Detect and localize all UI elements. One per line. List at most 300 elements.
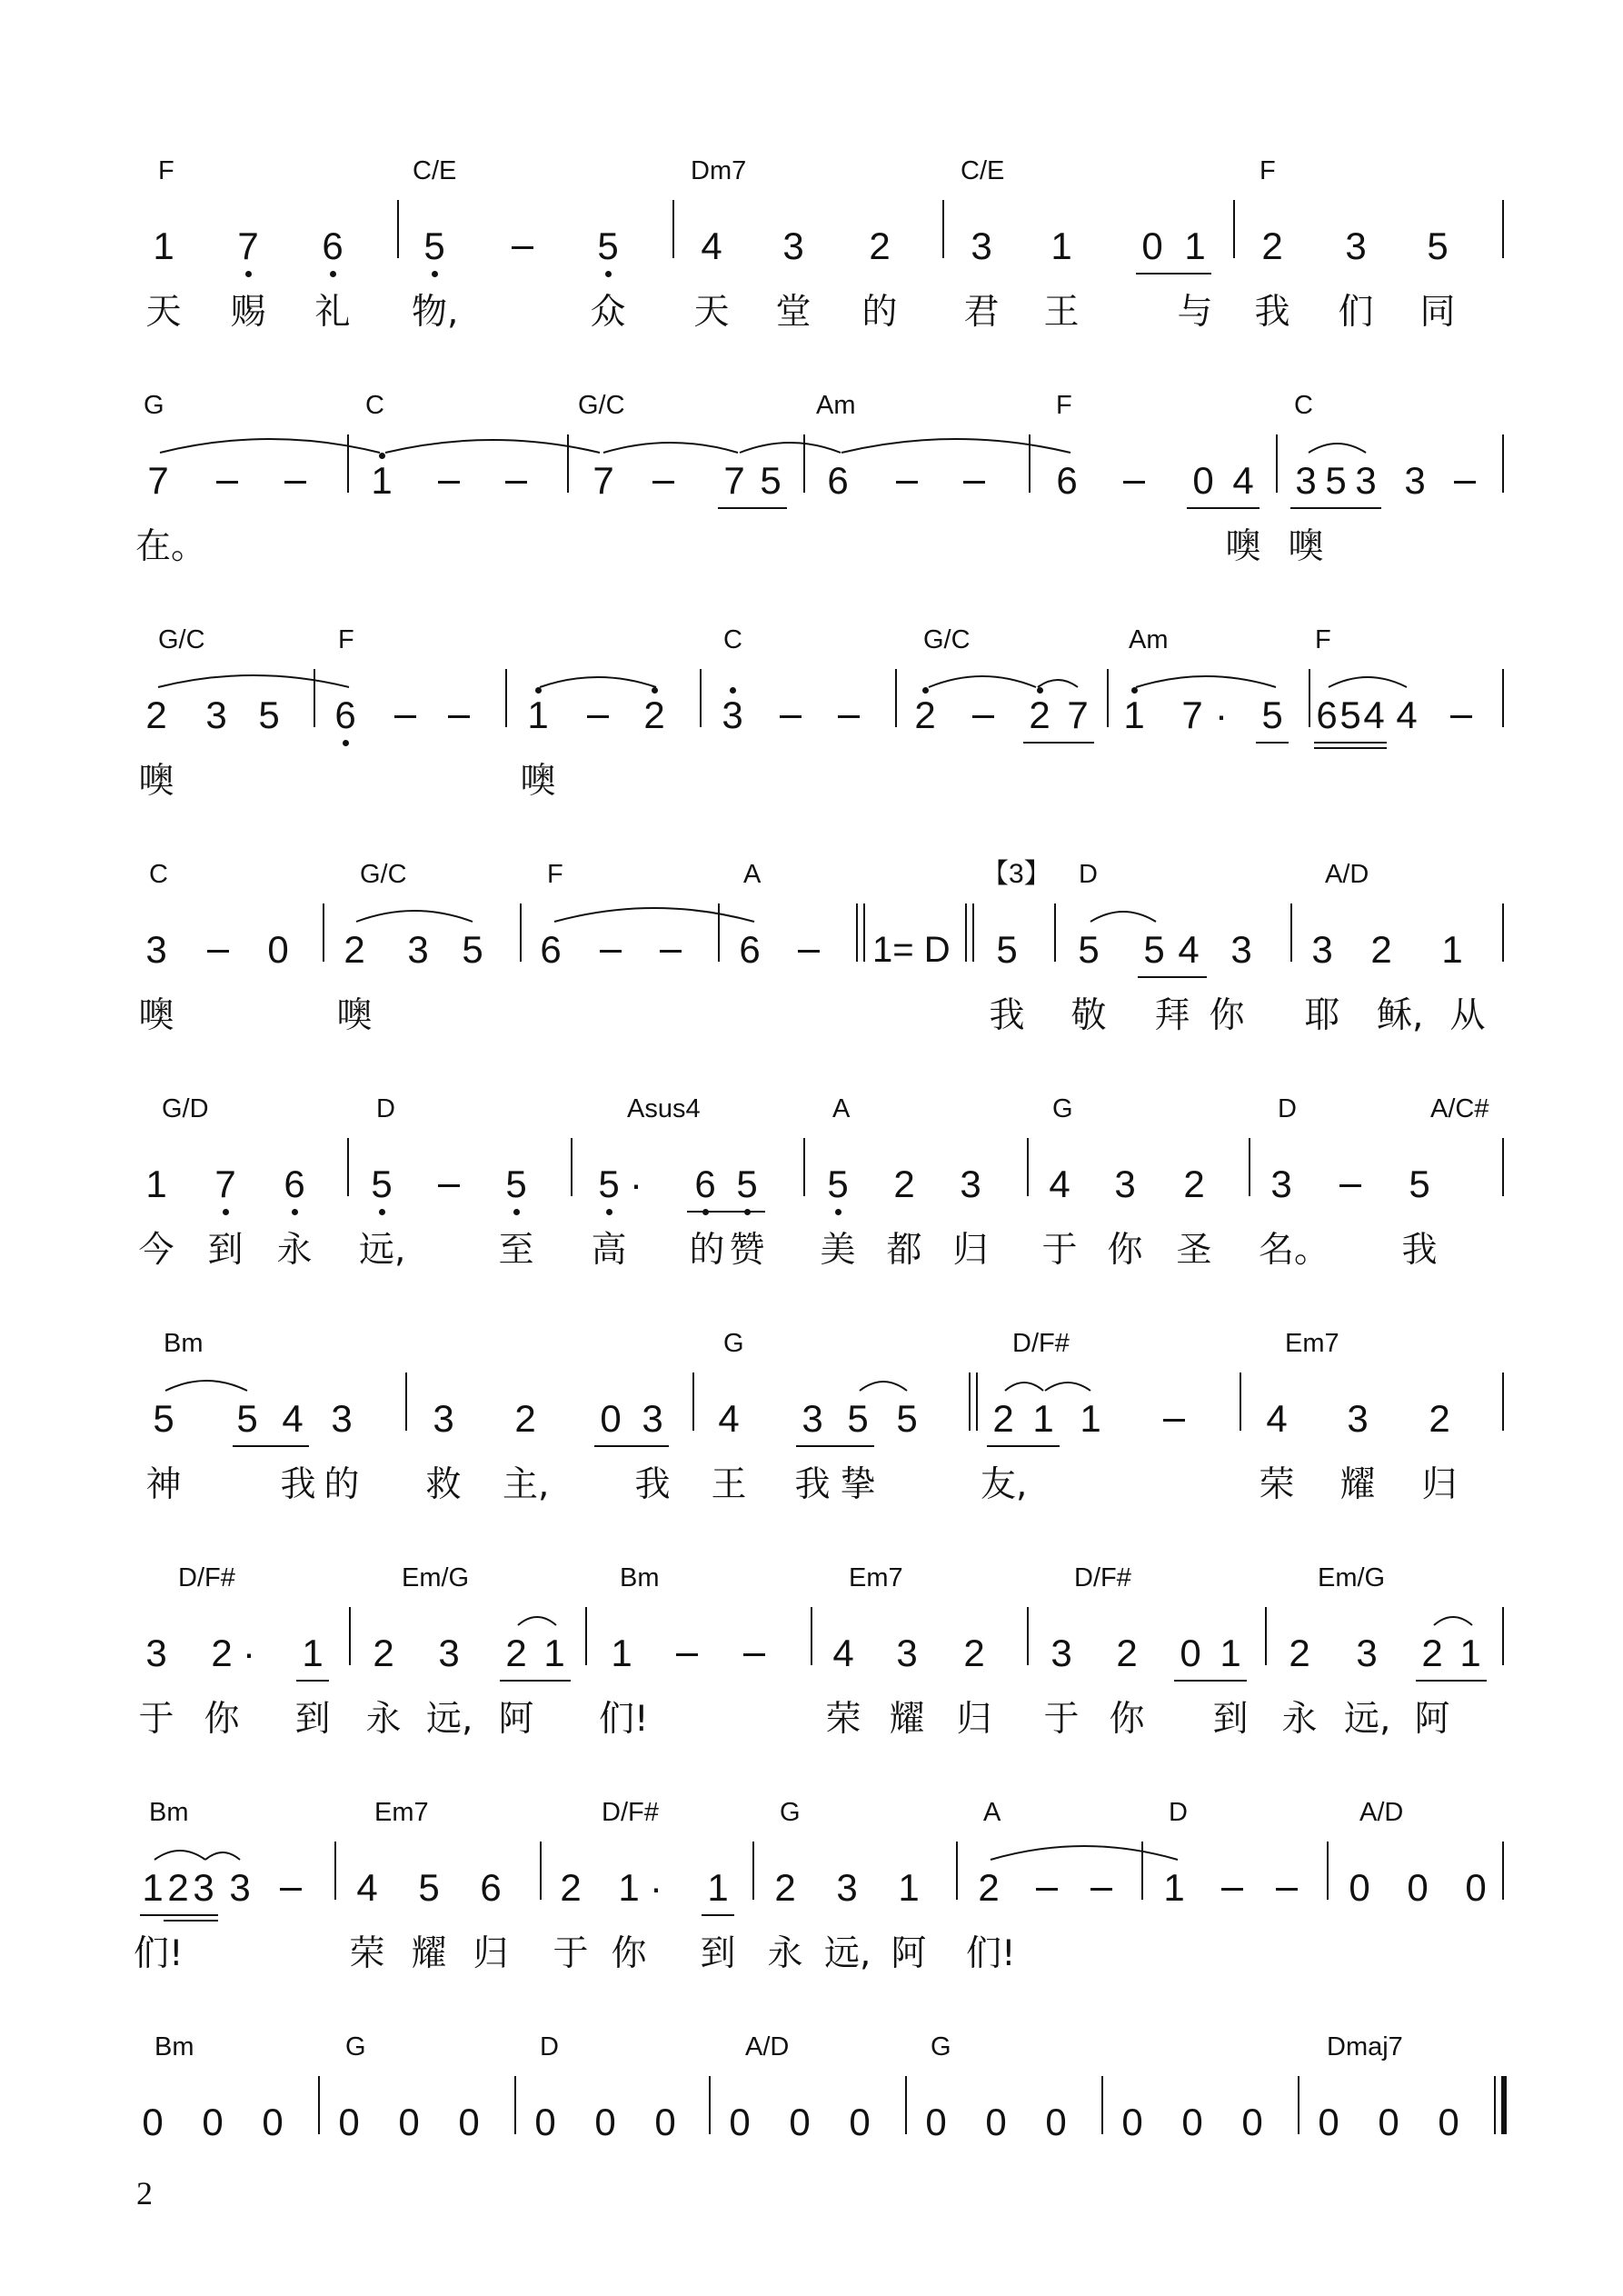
lyric-syllable: 到 bbox=[294, 1699, 331, 1740]
jianpu-note: 2 bbox=[963, 1632, 985, 1674]
jianpu-note: 0 bbox=[1465, 1866, 1487, 1909]
jianpu-note: 3 bbox=[722, 694, 743, 736]
high-octave-dot bbox=[379, 453, 385, 459]
jianpu-note: 5 bbox=[505, 1163, 527, 1205]
jianpu-note: 5 bbox=[827, 1163, 849, 1205]
slur-tie bbox=[1005, 1383, 1043, 1391]
barline bbox=[347, 434, 349, 493]
slur-tie bbox=[554, 908, 754, 922]
sustain-dash bbox=[216, 481, 238, 484]
jianpu-note: 1 bbox=[898, 1866, 920, 1909]
beam-underline bbox=[687, 1211, 765, 1213]
chord-symbol: G/C bbox=[923, 625, 971, 654]
jianpu-note: 3 bbox=[971, 225, 992, 267]
barline bbox=[718, 903, 720, 962]
lyric-syllable: 噢 bbox=[1288, 526, 1324, 567]
jianpu-note: 5 bbox=[1427, 225, 1449, 267]
jianpu-note: 3 bbox=[802, 1397, 823, 1440]
jianpu-note: 0 bbox=[594, 2101, 616, 2143]
chord-symbol: G bbox=[345, 2032, 366, 2061]
lyric-syllable: 天 bbox=[693, 292, 730, 333]
jianpu-note: 1 bbox=[1459, 1632, 1481, 1674]
jianpu-note: 1 bbox=[153, 225, 174, 267]
jianpu-note: 5 bbox=[423, 225, 445, 267]
sustain-dash bbox=[438, 481, 460, 484]
jianpu-note: 1 bbox=[1050, 225, 1072, 267]
lyric-syllable: 你 bbox=[1109, 1699, 1145, 1740]
lyric-syllable: 耀 bbox=[889, 1699, 925, 1740]
lyric-syllable: 噢 bbox=[1225, 526, 1261, 567]
beam-underline-double bbox=[164, 1920, 218, 1922]
sustain-dash bbox=[838, 715, 860, 718]
lyric-syllable: 主, bbox=[503, 1464, 550, 1505]
chord-symbol: Bm bbox=[154, 2032, 194, 2061]
lyric-syllable: 都 bbox=[886, 1230, 922, 1271]
lyric-syllable: 噢 bbox=[336, 995, 373, 1036]
jianpu-note: 7 bbox=[723, 459, 745, 502]
sustain-dash bbox=[448, 715, 470, 718]
jianpu-note: 2 bbox=[1183, 1163, 1205, 1205]
lyric-syllable: 到 bbox=[1212, 1699, 1249, 1740]
jianpu-note: 0 bbox=[338, 2101, 360, 2143]
lyric-syllable: 我 bbox=[1254, 292, 1290, 333]
jianpu-note: 3 bbox=[1356, 1632, 1378, 1674]
barline bbox=[397, 200, 399, 258]
lyric-syllable: 噢 bbox=[138, 761, 174, 802]
slur-tie bbox=[603, 443, 738, 453]
staff-system bbox=[0, 389, 1623, 607]
barline bbox=[585, 1607, 587, 1665]
lyric-syllable: 到 bbox=[207, 1230, 244, 1271]
jianpu-note: 0 bbox=[398, 2101, 420, 2143]
barline bbox=[1027, 1607, 1029, 1665]
low-octave-dot bbox=[605, 271, 612, 277]
jianpu-note: · bbox=[243, 1632, 255, 1674]
chord-symbol: Dm7 bbox=[691, 156, 747, 185]
barline bbox=[571, 1138, 573, 1196]
jianpu-note: 4 bbox=[356, 1866, 378, 1909]
jianpu-note: 0 bbox=[142, 2101, 164, 2143]
sustain-dash bbox=[972, 715, 994, 718]
barline bbox=[1502, 1373, 1504, 1431]
chord-symbol: F bbox=[338, 625, 354, 654]
chord-symbol: Em7 bbox=[849, 1563, 903, 1592]
jianpu-note: 2 bbox=[893, 1163, 915, 1205]
jianpu-note: 5 bbox=[598, 1163, 620, 1205]
jianpu-note: 3 bbox=[145, 1632, 167, 1674]
lyric-syllable: 今 bbox=[138, 1230, 174, 1271]
staff-system bbox=[0, 624, 1623, 842]
jianpu-note: · bbox=[1215, 694, 1228, 736]
jianpu-note: 1 bbox=[1163, 1866, 1185, 1909]
jianpu-note: 5 bbox=[736, 1163, 758, 1205]
jianpu-note: 5 bbox=[1325, 459, 1347, 502]
low-octave-dot bbox=[292, 1209, 298, 1215]
lyric-syllable: 的 bbox=[324, 1464, 360, 1505]
slur-tie bbox=[518, 1617, 556, 1625]
slur-tie bbox=[158, 675, 349, 687]
jianpu-note: 2 bbox=[1429, 1397, 1450, 1440]
barline bbox=[1249, 1138, 1250, 1196]
chord-symbol: Bm bbox=[620, 1563, 660, 1592]
high-octave-dot bbox=[1037, 687, 1043, 694]
jianpu-note: 0 bbox=[458, 2101, 480, 2143]
beam-underline bbox=[796, 1445, 874, 1447]
barline bbox=[567, 434, 569, 493]
chord-symbol: G/C bbox=[360, 860, 407, 889]
jianpu-note: 7 bbox=[592, 459, 614, 502]
jianpu-note: 7 bbox=[147, 459, 169, 502]
low-octave-dot bbox=[432, 271, 438, 277]
jianpu-note: 0 bbox=[1241, 2101, 1263, 2143]
barline bbox=[540, 1842, 542, 1900]
beam-underline bbox=[1023, 742, 1094, 744]
jianpu-note: 0 bbox=[654, 2101, 676, 2143]
jianpu-note: 6 bbox=[1316, 694, 1338, 736]
jianpu-note: 2 bbox=[1029, 694, 1050, 736]
sustain-dash bbox=[600, 950, 622, 953]
chord-symbol: D/F# bbox=[602, 1798, 659, 1827]
barline bbox=[1027, 1138, 1029, 1196]
page-number: 2 bbox=[136, 2175, 153, 2211]
chord-symbol: A/D bbox=[1325, 860, 1369, 889]
slur-tie bbox=[540, 677, 656, 687]
jianpu-note: 7 bbox=[237, 225, 259, 267]
barline bbox=[752, 1842, 754, 1900]
beam-underline bbox=[1290, 507, 1381, 509]
jianpu-note: 0 bbox=[1180, 1632, 1201, 1674]
lyric-syllable: 耀 bbox=[411, 1933, 447, 1974]
barline bbox=[672, 200, 674, 258]
sustain-dash bbox=[394, 715, 416, 718]
chord-symbol: F bbox=[1056, 391, 1072, 420]
sustain-dash bbox=[587, 715, 609, 718]
staff-system bbox=[0, 1093, 1623, 1311]
barline bbox=[347, 1138, 349, 1196]
lyric-syllable: 赞 bbox=[729, 1230, 765, 1271]
jianpu-note: 5 bbox=[462, 928, 483, 971]
lyric-syllable: 荣 bbox=[1259, 1464, 1295, 1505]
lyric-syllable: 从 bbox=[1449, 995, 1486, 1036]
jianpu-note: 0 bbox=[1181, 2101, 1203, 2143]
jianpu-note: 6 bbox=[334, 694, 356, 736]
lyric-syllable: 我 bbox=[634, 1464, 671, 1505]
slur-tie bbox=[1309, 444, 1366, 453]
jianpu-note: 1 bbox=[1032, 1397, 1054, 1440]
chord-symbol: Asus4 bbox=[627, 1094, 701, 1123]
jianpu-note: 3 bbox=[193, 1866, 214, 1909]
beam-underline bbox=[1138, 976, 1207, 978]
jianpu-note: 2 bbox=[1289, 1632, 1310, 1674]
jianpu-note: 0 bbox=[925, 2101, 947, 2143]
jianpu-note: 0 bbox=[1045, 2101, 1067, 2143]
beam-underline bbox=[296, 1680, 329, 1682]
chord-symbol: G bbox=[931, 2032, 951, 2061]
barline bbox=[1054, 903, 1056, 962]
lyric-syllable: 圣 bbox=[1176, 1230, 1212, 1271]
jianpu-note: 3 bbox=[205, 694, 227, 736]
chord-symbol: C/E bbox=[413, 156, 457, 185]
barline bbox=[1107, 669, 1109, 727]
jianpu-note: 6 bbox=[739, 928, 761, 971]
low-octave-dot bbox=[223, 1209, 229, 1215]
chord-symbol: G bbox=[1052, 1094, 1073, 1123]
sustain-dash bbox=[280, 1888, 302, 1891]
lyric-syllable: 稣, bbox=[1377, 995, 1424, 1036]
jianpu-note: 3 bbox=[331, 1397, 353, 1440]
sustain-dash bbox=[1090, 1888, 1112, 1891]
sustain-dash bbox=[798, 950, 820, 953]
beam-underline bbox=[718, 507, 787, 509]
low-octave-dot bbox=[343, 740, 349, 746]
sustain-dash bbox=[1276, 1888, 1298, 1891]
beam-underline bbox=[1256, 742, 1289, 744]
jianpu-note: 1 bbox=[527, 694, 549, 736]
chord-symbol: A bbox=[743, 860, 762, 889]
jianpu-note: 5 bbox=[1143, 928, 1165, 971]
beam-underline bbox=[1416, 1680, 1487, 1682]
jianpu-note: 3 bbox=[1311, 928, 1333, 971]
lyric-syllable: 我 bbox=[989, 995, 1025, 1036]
low-octave-dot bbox=[835, 1209, 841, 1215]
slur-tie bbox=[841, 439, 1070, 453]
jianpu-note: 7 bbox=[214, 1163, 236, 1205]
jianpu-note: 3 bbox=[1404, 459, 1426, 502]
jianpu-note: 2 bbox=[914, 694, 936, 736]
jianpu-note: 6 bbox=[540, 928, 562, 971]
jianpu-note: 1 bbox=[1123, 694, 1145, 736]
jianpu-note: 0 bbox=[267, 928, 289, 971]
lyric-syllable: 于 bbox=[138, 1699, 174, 1740]
jianpu-note: 1 bbox=[1220, 1632, 1241, 1674]
lyric-syllable: 永 bbox=[276, 1230, 313, 1271]
jianpu-note: 2 bbox=[978, 1866, 1000, 1909]
chord-symbol: F bbox=[547, 860, 563, 889]
low-octave-dot bbox=[606, 1209, 612, 1215]
beam-underline bbox=[1187, 507, 1260, 509]
lyric-syllable: 于 bbox=[1041, 1230, 1078, 1271]
lyric-syllable: 天 bbox=[145, 292, 182, 333]
chord-symbol: G bbox=[144, 391, 164, 420]
lyric-syllable: 荣 bbox=[349, 1933, 385, 1974]
jianpu-note: 1 bbox=[1184, 225, 1206, 267]
jianpu-note: 2 bbox=[643, 694, 665, 736]
jianpu-note: 2 bbox=[992, 1397, 1014, 1440]
lyric-syllable: 永 bbox=[767, 1933, 803, 1974]
jianpu-note: 4 bbox=[1396, 694, 1418, 736]
barline bbox=[505, 669, 507, 727]
barline bbox=[856, 903, 858, 962]
lyric-syllable: 阿 bbox=[498, 1699, 534, 1740]
sustain-dash bbox=[1454, 481, 1476, 484]
chord-symbol: G bbox=[780, 1798, 801, 1827]
barline bbox=[956, 1842, 958, 1900]
barline bbox=[1502, 200, 1504, 258]
chord-symbol: D bbox=[376, 1094, 395, 1123]
jianpu-note: 2 bbox=[373, 1632, 394, 1674]
jianpu-note: 3 bbox=[407, 928, 429, 971]
beam-underline bbox=[1314, 742, 1387, 744]
jianpu-note: 0 bbox=[262, 2101, 284, 2143]
jianpu-note: 3 bbox=[145, 928, 167, 971]
lyric-syllable: 耶 bbox=[1304, 995, 1340, 1036]
sustain-dash bbox=[438, 1184, 460, 1187]
jianpu-note: 3 bbox=[433, 1397, 454, 1440]
sustain-dash bbox=[512, 246, 533, 249]
barline bbox=[323, 903, 324, 962]
sustain-dash bbox=[780, 715, 802, 718]
beam-underline bbox=[1136, 273, 1211, 275]
low-octave-dot bbox=[245, 271, 252, 277]
beam-underline bbox=[1174, 1680, 1247, 1682]
barline bbox=[334, 1842, 336, 1900]
lyric-syllable: 于 bbox=[1043, 1699, 1080, 1740]
jianpu-note: 0 bbox=[1407, 1866, 1429, 1909]
lyric-syllable: 远, bbox=[1344, 1699, 1391, 1740]
jianpu-note: 3 bbox=[1270, 1163, 1292, 1205]
slur-tie bbox=[1329, 677, 1407, 687]
jianpu-note: 5 bbox=[896, 1397, 918, 1440]
barline bbox=[1502, 434, 1504, 493]
jianpu-note: 1 bbox=[302, 1632, 324, 1674]
jianpu-note: 2 bbox=[344, 928, 365, 971]
chord-symbol: G/C bbox=[578, 391, 625, 420]
sustain-dash bbox=[1036, 1888, 1058, 1891]
lyric-syllable: 噢 bbox=[138, 995, 174, 1036]
lyric-syllable: 归 bbox=[952, 1230, 989, 1271]
sustain-dash bbox=[1123, 481, 1145, 484]
jianpu-note: 5 bbox=[1339, 694, 1361, 736]
staff-system bbox=[0, 1562, 1623, 1780]
jianpu-note: 3 bbox=[438, 1632, 460, 1674]
jianpu-note: 6 bbox=[284, 1163, 305, 1205]
chord-symbol: Am bbox=[816, 391, 856, 420]
lyric-syllable: 于 bbox=[553, 1933, 589, 1974]
low-octave-dot bbox=[513, 1209, 520, 1215]
slur-tie bbox=[1038, 680, 1078, 687]
lyric-syllable: 噢 bbox=[520, 761, 556, 802]
chord-symbol: D/F# bbox=[1074, 1563, 1131, 1592]
lyric-syllable: 名。 bbox=[1259, 1230, 1330, 1271]
chord-symbol: Em/G bbox=[402, 1563, 470, 1592]
jianpu-note: 6 bbox=[827, 459, 849, 502]
lyric-syllable: 物, bbox=[412, 292, 459, 333]
lyric-syllable: 们! bbox=[966, 1933, 1016, 1974]
chord-symbol: Em/G bbox=[1318, 1563, 1386, 1592]
barline bbox=[1502, 1842, 1504, 1900]
lyric-syllable: 归 bbox=[473, 1933, 509, 1974]
chord-symbol: A/D bbox=[1359, 1798, 1404, 1827]
chord-symbol: F bbox=[1260, 156, 1276, 185]
jianpu-note: 4 bbox=[1178, 928, 1200, 971]
jianpu-note: 3 bbox=[782, 225, 804, 267]
barline bbox=[969, 1373, 971, 1431]
jianpu-note: 5 bbox=[1261, 694, 1283, 736]
jianpu-note: 5 bbox=[258, 694, 280, 736]
jianpu-note: 5 bbox=[847, 1397, 869, 1440]
jianpu-note: 0 bbox=[1192, 459, 1214, 502]
sustain-dash bbox=[652, 481, 674, 484]
lyric-syllable: 众 bbox=[590, 292, 626, 333]
barline bbox=[803, 434, 805, 493]
chord-symbol: D/F# bbox=[1012, 1329, 1070, 1358]
lyric-syllable: 你 bbox=[1107, 1230, 1143, 1271]
jianpu-note: 2 bbox=[145, 694, 167, 736]
jianpu-note: 0 bbox=[1318, 2101, 1339, 2143]
jianpu-note: 6 bbox=[1056, 459, 1078, 502]
barline bbox=[1290, 903, 1292, 962]
sustain-dash bbox=[1339, 1184, 1361, 1187]
high-octave-dot bbox=[535, 687, 542, 694]
lyric-syllable: 的 bbox=[689, 1230, 725, 1271]
beam-underline bbox=[140, 1914, 218, 1916]
lyric-syllable: 拜 bbox=[1154, 995, 1190, 1036]
chord-symbol: F bbox=[158, 156, 174, 185]
jianpu-note: 3 bbox=[960, 1163, 981, 1205]
chord-symbol: D bbox=[1169, 1798, 1188, 1827]
key-signature: 1= D bbox=[872, 930, 951, 970]
barline bbox=[1502, 1138, 1504, 1196]
barline bbox=[1029, 434, 1031, 493]
chord-symbol: C bbox=[1294, 391, 1313, 420]
slur-tie bbox=[205, 1852, 240, 1860]
barline bbox=[514, 2076, 516, 2134]
jianpu-note: 5 bbox=[153, 1397, 174, 1440]
jianpu-note: · bbox=[630, 1163, 642, 1205]
jianpu-note: 4 bbox=[282, 1397, 304, 1440]
lyric-syllable: 挚 bbox=[840, 1464, 876, 1505]
lyric-syllable: 耀 bbox=[1339, 1464, 1376, 1505]
lyric-syllable: 与 bbox=[1177, 292, 1213, 333]
jianpu-note: 3 bbox=[1050, 1632, 1072, 1674]
chord-symbol: D/F# bbox=[178, 1563, 235, 1592]
barline bbox=[709, 2076, 711, 2134]
jianpu-note: 1 bbox=[611, 1632, 632, 1674]
barline bbox=[520, 903, 522, 962]
jianpu-note: 6 bbox=[694, 1163, 716, 1205]
high-octave-dot bbox=[922, 687, 929, 694]
jianpu-note: 5 bbox=[1409, 1163, 1430, 1205]
barline bbox=[692, 1373, 694, 1431]
jianpu-note: 0 bbox=[1378, 2101, 1399, 2143]
lyric-syllable: 阿 bbox=[1414, 1699, 1450, 1740]
lyric-syllable: 你 bbox=[611, 1933, 647, 1974]
sustain-dash bbox=[743, 1653, 765, 1656]
lyric-syllable: 永 bbox=[365, 1699, 402, 1740]
jianpu-note: 2 bbox=[1261, 225, 1283, 267]
beam-underline bbox=[233, 1445, 309, 1447]
jianpu-note: 2 bbox=[1370, 928, 1392, 971]
jianpu-note: 3 bbox=[1347, 1397, 1369, 1440]
sustain-dash bbox=[1163, 1419, 1185, 1422]
jianpu-note: 0 bbox=[789, 2101, 811, 2143]
lyric-syllable: 同 bbox=[1419, 292, 1456, 333]
sustain-dash bbox=[896, 481, 918, 484]
jianpu-note: 5 bbox=[760, 459, 782, 502]
jianpu-note: 3 bbox=[1230, 928, 1252, 971]
lyric-syllable: 我 bbox=[1401, 1230, 1438, 1271]
barline bbox=[1101, 2076, 1103, 2134]
beam-underline bbox=[500, 1680, 571, 1682]
lyric-syllable: 到 bbox=[700, 1933, 736, 1974]
jianpu-note: 1 bbox=[1441, 928, 1463, 971]
chord-symbol: F bbox=[1315, 625, 1331, 654]
jianpu-note: 3 bbox=[1114, 1163, 1136, 1205]
barline bbox=[965, 903, 967, 962]
lyric-syllable: 永 bbox=[1281, 1699, 1318, 1740]
chord-symbol: Dmaj7 bbox=[1327, 2032, 1403, 2061]
lyric-syllable: 们 bbox=[1338, 292, 1374, 333]
